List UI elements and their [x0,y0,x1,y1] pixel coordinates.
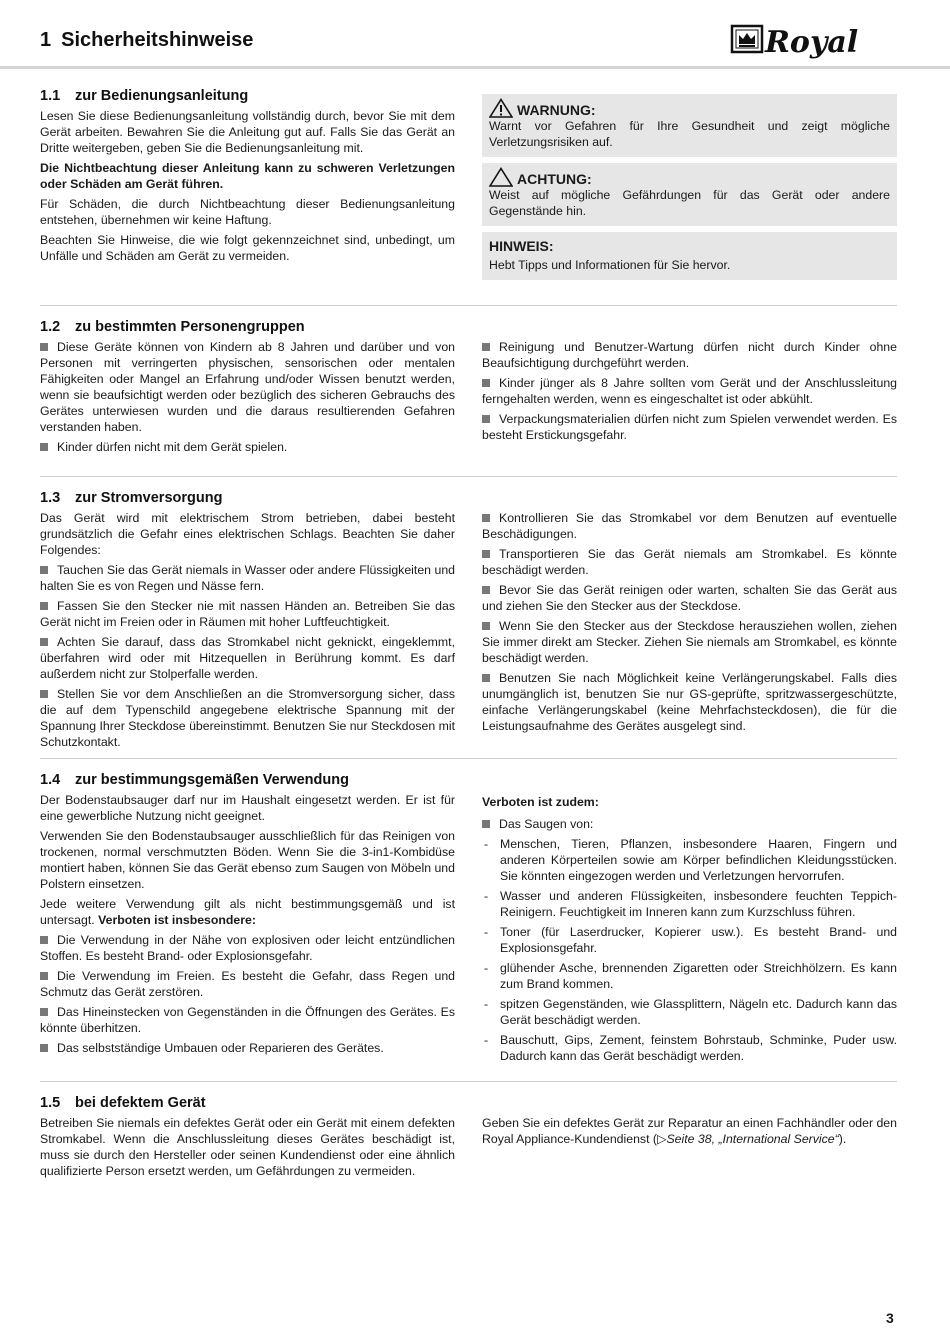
square-bullet-icon [40,343,48,351]
caution-triangle-icon [489,167,513,187]
paragraph: Jede weitere Verwendung gilt als nicht bestimmungsgemäß und ist untersagt. Verboten ist insbesondere: [40,897,455,927]
section-title: bei defektem Gerät [75,1095,206,1111]
square-bullet-icon [40,1008,48,1016]
crown-icon [739,33,755,44]
section-verwendung [40,772,897,1063]
paragraph: Lesen Sie diese Bedienungsanleitung vollständig durch, bevor Sie mit dem Gerät arbeiten. Bewahren Sie die Anleitung gut auf. Falls Sie das Gerät an Dritte weitergeben, geben Sie die Bedienungsanleitung mit. [40,109,455,155]
warning-triangle-icon [489,98,513,118]
square-bullet-icon [40,1044,48,1052]
bullet-item: Verpackungsmaterialien dürfen nicht zum Spielen verwendet werden. Es besteht Erstickungsgefahr. [482,412,897,442]
square-bullet-icon [40,443,48,451]
section-stromversorgung [40,490,897,749]
section-bedienungsanleitung [40,88,897,272]
section-title: zur Bedienungsanleitung [75,88,249,104]
dash-item: - Wasser und anderen Flüssigkeiten, insbesondere feuchten Teppich-Reinigern. Feuchtigkeit im Inneren kann zum Kurzschluss führen. [482,888,897,920]
paragraph: Das Gerät wird mit elektrischem Strom betrieben, dabei besteht grundsätzlich die Gefahr eines elektrischen Schlags. Beachten Sie daher Folgendes: [40,511,455,557]
section-number: 1.1 [40,88,61,104]
paragraph: Geben Sie ein defektes Gerät zur Reparatur an einen Fachhändler oder den Royal Appliance-Kundendienst (▷Seite 38, „International Service“). [482,1116,897,1146]
bullet-item: Die Verwendung im Freien. Es besteht die Gefahr, dass Regen und Schmutz das Gerät zerstören. [40,969,455,999]
warning-heading [489,98,890,118]
dash-item: - Toner (für Laserdrucker, Kopierer usw.). Es besteht Brand- und Explosionsgefahr. [482,924,897,956]
section-divider [40,758,897,759]
caution-box [482,163,897,226]
caution-title: ACHTUNG: [517,171,592,187]
royal-logo [730,22,900,67]
warning-title: WARNUNG: [517,102,596,118]
bullet-item: Kinder dürfen nicht mit dem Gerät spielen. [40,439,455,455]
bullet-item: Stellen Sie vor dem Anschließen an die Stromversorgung sicher, dass die auf dem Typenschild angegebene elektrische Spannung mit der Spannung Ihrer Steckdose übereinstimmt. Benutzen Sie nur Steckdosen mit Schutzkontakt. [40,687,455,749]
bullet-item: Das Saugen von: [482,816,897,832]
section-defektes-geraet [40,1095,897,1178]
section-personengruppen [40,319,897,454]
bullet-item: Diese Geräte können von Kindern ab 8 Jahren und darüber und von Personen mit verringerten physischen, sensorischen oder mentalen Fähigkeiten oder Mangel an Erfahrung und/oder Wissen benutzt werden, wenn sie beaufsichtigt werden oder bezüglich des sicheren Gebrauchs des Gerätes unterwiesen wurden und die daraus resultierenden Gefahren verstanden haben. [40,340,455,434]
section-title: zu bestimmten Personengruppen [75,319,305,335]
section-number: 1.2 [40,319,61,335]
bullet-item: Bevor Sie das Gerät reinigen oder warten, schalten Sie das Gerät aus und ziehen Sie den Stecker aus der Steckdose. [482,583,897,613]
left-column [40,1115,455,1183]
section-heading [40,1095,897,1111]
caution-heading [489,167,890,187]
note-title: HINWEIS: [489,238,554,254]
square-bullet-icon [40,566,48,574]
square-bullet-icon [40,972,48,980]
section-number: 1.5 [40,1095,61,1111]
section-heading [40,772,897,788]
dash-item: - spitzen Gegenständen, wie Glassplittern, Nägeln etc. Dadurch kann das Gerät beschädigt werden. [482,996,897,1028]
section-divider [40,305,897,306]
dash-item: - Bauschutt, Gips, Zement, feinstem Bohrstaub, Schminke, Puder usw. Dadurch kann das Gerät beschädigt werden. [482,1032,897,1064]
bullet-item: Achten Sie darauf, dass das Stromkabel nicht geknickt, eingeklemmt, überfahren wird oder mit Hitzequellen in Berührung kommt. Es darf außerdem nicht zur Stolperfalle werden. [40,635,455,681]
square-bullet-icon [40,936,48,944]
section-heading [40,490,897,506]
warning-box [482,94,897,157]
logo-wordmark: Royal [765,25,859,60]
bullet-item: Das Hineinstecken von Gegenständen in die Öffnungen des Gerätes. Es könnte überhitzen. [40,1005,455,1035]
bullet-item: Fassen Sie den Stecker nie mit nassen Händen an. Betreiben Sie das Gerät nicht im Freien oder in Räumen mit hoher Luftfeuchtigkeit. [40,599,455,629]
caution-text: Weist auf mögliche Gefährdungen für das Gerät oder andere Gegenstände hin. [489,188,890,218]
square-bullet-icon [482,550,490,558]
section-number: 1.4 [40,772,61,788]
paragraph: Der Bodenstaubsauger darf nur im Haushalt eingesetzt werden. Er ist für eine gewerbliche Nutzung nicht geeignet. [40,793,455,823]
section-number: 1.3 [40,490,61,506]
left-column [40,792,455,1060]
bullet-item: Kontrollieren Sie das Stromkabel vor dem Benutzen auf eventuelle Beschädigungen. [482,511,897,541]
right-column [482,339,897,447]
page-reference-link[interactable]: Seite 38, „International Service“ [666,1132,839,1146]
bullet-item: Kinder jünger als 8 Jahre sollten vom Gerät und der Anschlussleitung ferngehalten werden, wenn es eingeschaltet ist oder abkühlt. [482,376,897,406]
left-column [40,108,455,268]
square-bullet-icon [482,586,490,594]
paragraph: Für Schäden, die durch Nichtbeachtung dieser Bedienungsanleitung entstehen, übernehmen wir keine Haftung. [40,197,455,227]
left-column [40,339,455,459]
right-column [482,792,897,1068]
section-heading [40,319,897,335]
subheading: Verboten ist zudem: [482,795,599,809]
note-heading [489,238,890,254]
note-box [482,232,897,280]
section-title: zur Stromversorgung [75,490,223,506]
paragraph: Betreiben Sie niemals ein defektes Gerät oder ein Gerät mit einem defekten Stromkabel. Wenn die Anschlussleitung dieses Gerätes beschädigt ist, muss sie durch den Hersteller oder seinen Kundendienst oder eine ähnlich qualifizierte Person ersetzt werden, um Gefährdungen zu vermeiden. [40,1116,455,1178]
bullet-item: Das selbstständige Umbauen oder Reparieren des Gerätes. [40,1040,455,1056]
warning-text: Warnt vor Gefahren für Ihre Gesundheit und zeigt mögliche Verletzungsrisiken auf. [489,119,890,149]
right-column [482,510,897,738]
page-number: 3 [886,1310,894,1326]
square-bullet-icon [40,638,48,646]
square-bullet-icon [482,674,490,682]
square-bullet-icon [482,379,490,387]
paragraph-bold: Die Nichtbeachtung dieser Anleitung kann zu schweren Verletzungen oder Schäden am Gerät führen. [40,161,455,191]
page-header [0,0,950,70]
square-bullet-icon [482,343,490,351]
paragraph: Beachten Sie Hinweise, die wie folgt gekennzeichnet sind, unbedingt, um Unfälle und Schäden am Gerät zu vermeiden. [40,233,455,263]
reference-arrow-icon: ▷ [657,1132,667,1146]
square-bullet-icon [482,514,490,522]
bullet-item: Tauchen Sie das Gerät niemals in Wasser oder andere Flüssigkeiten und halten Sie es von Regen und Nässe fern. [40,563,455,593]
dash-item: - glühender Asche, brennenden Zigaretten oder Streichhölzern. Es kann zum Brand kommen. [482,960,897,992]
bullet-item: Die Verwendung in der Nähe von explosiven oder leicht entzündlichen Stoffen. Es besteht Brand- oder Explosionsgefahr. [40,933,455,963]
dash-item: - Menschen, Tieren, Pflanzen, insbesondere Haaren, Fingern und anderen Körperteilen sowie am Körper befindlichen Kleidungsstücken. Sie könnten eingezogen werden und Verletzungen hervorrufen. [482,836,897,884]
square-bullet-icon [482,622,490,630]
square-bullet-icon [40,690,48,698]
bullet-item: Benutzen Sie nach Möglichkeit keine Verlängerungskabel. Falls dies unumgänglich ist, benutzen Sie nur GS-geprüfte, spritzwassergeschützte, einfache Verlängerungskabel (keine Mehrfachsteckdosen), die für die Leistungsaufnahme des Gerätes ausgelegt sind. [482,671,897,733]
paragraph: Verwenden Sie den Bodenstaubsauger ausschließlich für das Reinigen von trockenen, normal verschmutzten Böden. Wenn Sie die 3-in1-Kombidüse montiert haben, können Sie das Gerät ebenso zum Saugen von Möbeln und Polstern einsetzen. [40,829,455,891]
bullet-item: Wenn Sie den Stecker aus der Steckdose herausziehen wollen, ziehen Sie immer direkt am Stecker. Ziehen Sie niemals am Stromkabel, es könnte beschädigt werden. [482,619,897,665]
right-column [482,94,897,286]
header-rule [0,66,950,69]
section-title: zur bestimmungsgemäßen Verwendung [75,772,349,788]
chapter-title: Sicherheitshinweise [61,29,254,51]
section-divider [40,476,897,477]
section-divider [40,1081,897,1082]
left-column [40,510,455,754]
square-bullet-icon [40,602,48,610]
square-bullet-icon [482,820,490,828]
note-text: Hebt Tipps und Informationen für Sie hervor. [489,258,731,272]
chapter-number: 1 [40,29,52,51]
bullet-item: Transportieren Sie das Gerät niemals am Stromkabel. Es könnte beschädigt werden. [482,547,897,577]
right-column [482,1115,897,1151]
chapter-heading [40,29,253,52]
square-bullet-icon [482,415,490,423]
bullet-item: Reinigung und Benutzer-Wartung dürfen nicht durch Kinder ohne Beaufsichtigung durchgeführt werden. [482,340,897,370]
